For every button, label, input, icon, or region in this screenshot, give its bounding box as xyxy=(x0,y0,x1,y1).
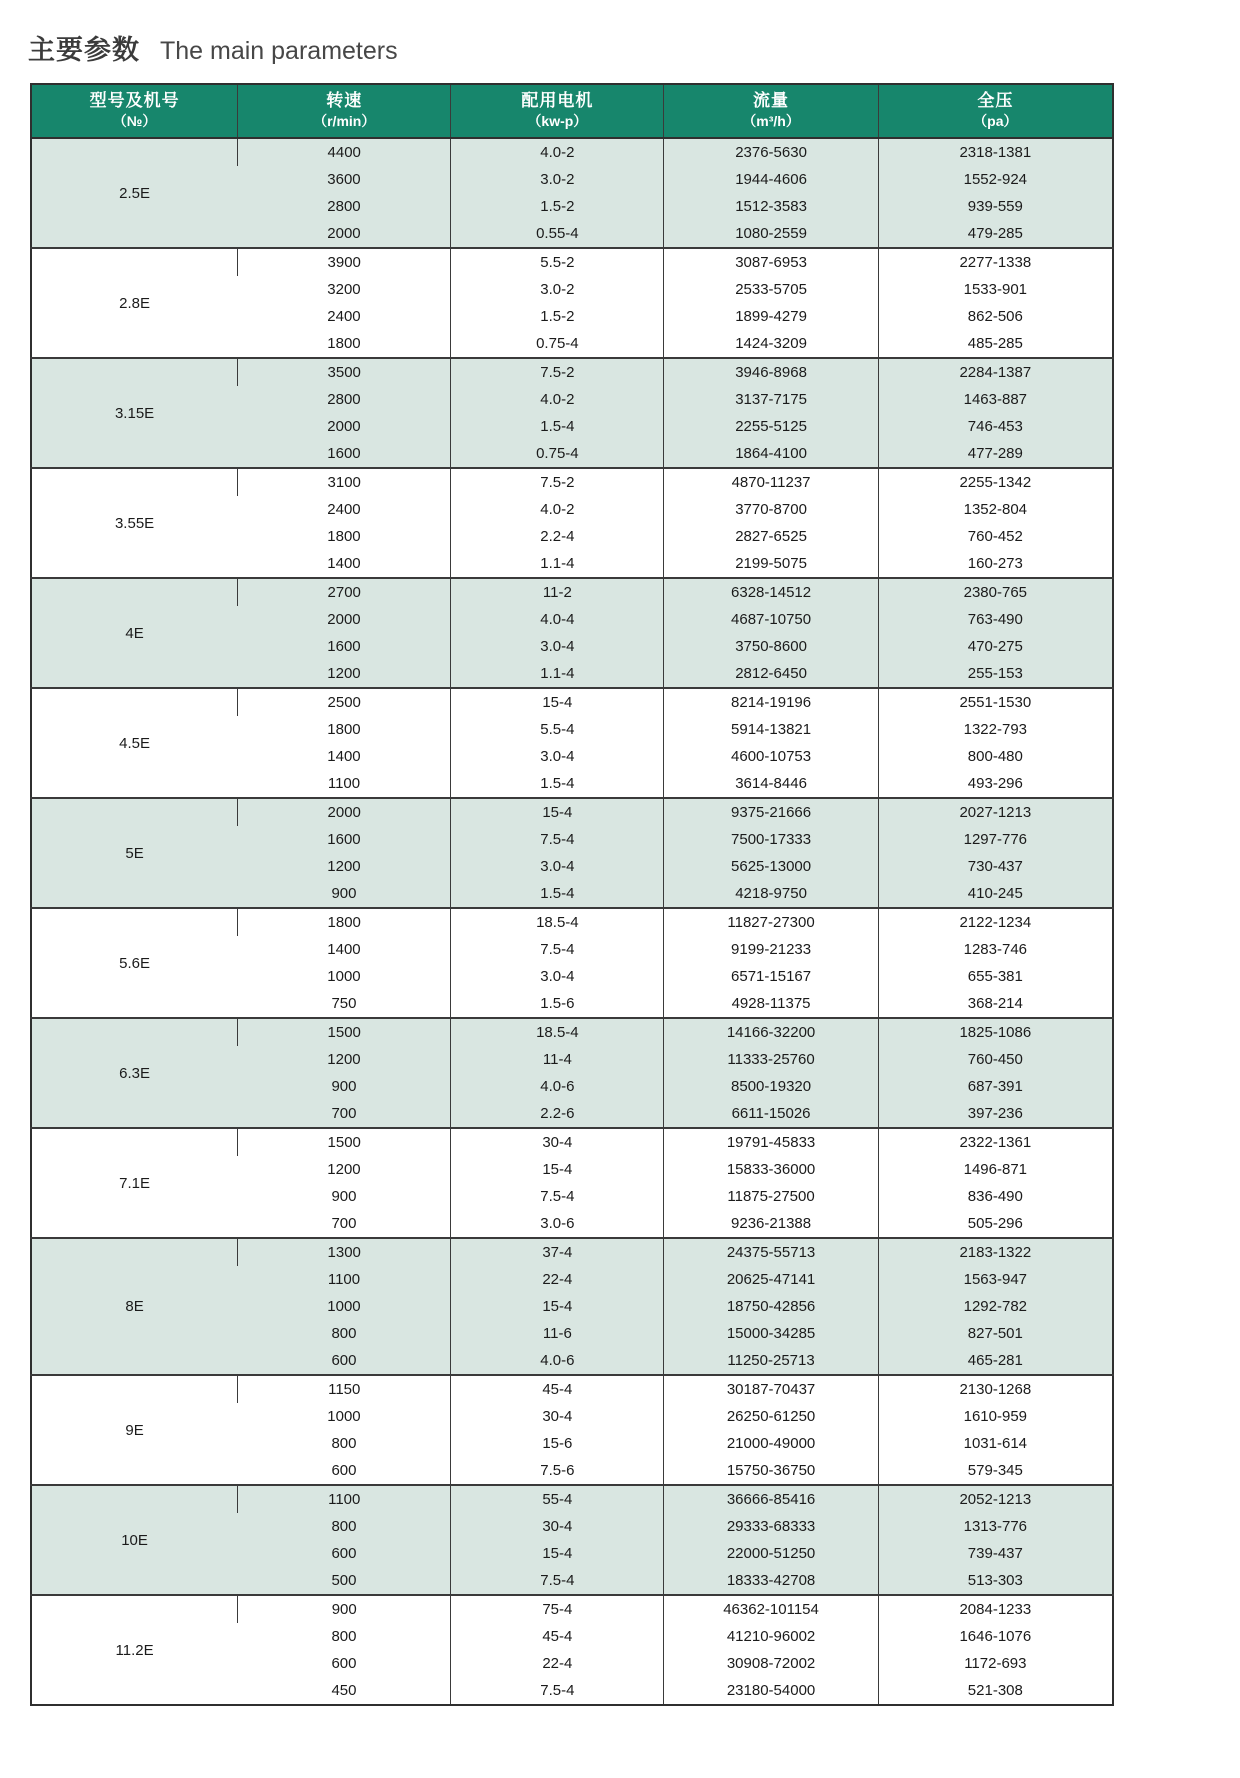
speed-cell: 700 xyxy=(238,1100,451,1128)
table-row xyxy=(31,578,1113,606)
pressure-cell: 2183-1322 xyxy=(878,1238,1113,1266)
speed-cell: 1150 xyxy=(238,1375,451,1403)
motor-cell: 2.2-4 xyxy=(451,523,664,550)
flow-cell: 26250-61250 xyxy=(664,1403,878,1430)
pressure-cell: 2551-1530 xyxy=(878,688,1113,716)
flow-cell: 7500-17333 xyxy=(664,826,878,853)
flow-cell: 1864-4100 xyxy=(664,440,878,468)
pressure-cell: 1352-804 xyxy=(878,496,1113,523)
flow-cell: 4928-11375 xyxy=(664,990,878,1018)
motor-cell: 1.1-4 xyxy=(451,660,664,688)
pressure-cell: 1031-614 xyxy=(878,1430,1113,1457)
speed-cell: 3500 xyxy=(238,358,451,386)
motor-cell: 4.0-2 xyxy=(451,138,664,166)
flow-cell: 30908-72002 xyxy=(664,1650,878,1677)
motor-cell: 1.5-4 xyxy=(451,413,664,440)
speed-cell: 1000 xyxy=(238,963,451,990)
flow-cell: 6611-15026 xyxy=(664,1100,878,1128)
speed-cell: 1100 xyxy=(238,1485,451,1513)
motor-cell: 7.5-4 xyxy=(451,936,664,963)
motor-cell: 4.0-6 xyxy=(451,1347,664,1375)
flow-cell: 15000-34285 xyxy=(664,1320,878,1347)
pressure-cell: 521-308 xyxy=(878,1677,1113,1705)
speed-cell: 2000 xyxy=(238,413,451,440)
motor-cell: 11-2 xyxy=(451,578,664,606)
column-header-motor xyxy=(451,84,664,138)
flow-cell: 18750-42856 xyxy=(664,1293,878,1320)
pressure-cell: 1496-871 xyxy=(878,1156,1113,1183)
flow-cell: 4218-9750 xyxy=(664,880,878,908)
pressure-cell: 2277-1338 xyxy=(878,248,1113,276)
flow-cell: 8500-19320 xyxy=(664,1073,878,1100)
column-header-model-label: 型号及机号 xyxy=(89,91,180,110)
speed-cell: 1600 xyxy=(238,826,451,853)
speed-cell: 1100 xyxy=(238,1266,451,1293)
table-row xyxy=(31,1595,1113,1623)
motor-cell: 4.0-6 xyxy=(451,1073,664,1100)
speed-cell: 900 xyxy=(238,1595,451,1623)
motor-cell: 3.0-4 xyxy=(451,853,664,880)
model-cell: 8E xyxy=(31,1238,238,1375)
pressure-cell: 827-501 xyxy=(878,1320,1113,1347)
pressure-cell: 513-303 xyxy=(878,1567,1113,1595)
page-title-zh: 主要参数 xyxy=(28,35,140,65)
pressure-cell: 1172-693 xyxy=(878,1650,1113,1677)
speed-cell: 2000 xyxy=(238,606,451,633)
speed-cell: 2400 xyxy=(238,496,451,523)
model-cell: 5E xyxy=(31,798,238,908)
motor-cell: 3.0-6 xyxy=(451,1210,664,1238)
pressure-cell: 479-285 xyxy=(878,220,1113,248)
column-header-pressure-label: 全压 xyxy=(977,91,1014,110)
model-cell: 10E xyxy=(31,1485,238,1595)
speed-cell: 2500 xyxy=(238,688,451,716)
column-header-pressure xyxy=(878,84,1113,138)
motor-cell: 37-4 xyxy=(451,1238,664,1266)
model-cell: 6.3E xyxy=(31,1018,238,1128)
column-header-motor-unit: （kw-p） xyxy=(527,113,588,129)
pressure-cell: 1322-793 xyxy=(878,716,1113,743)
speed-cell: 600 xyxy=(238,1650,451,1677)
flow-cell: 9236-21388 xyxy=(664,1210,878,1238)
flow-cell: 19791-45833 xyxy=(664,1128,878,1156)
pressure-cell: 2122-1234 xyxy=(878,908,1113,936)
model-cell: 3.15E xyxy=(31,358,238,468)
pressure-cell: 655-381 xyxy=(878,963,1113,990)
speed-cell: 750 xyxy=(238,990,451,1018)
speed-cell: 3200 xyxy=(238,276,451,303)
table-row xyxy=(31,1238,1113,1266)
table-row xyxy=(31,1018,1113,1046)
speed-cell: 900 xyxy=(238,1073,451,1100)
pressure-cell: 465-281 xyxy=(878,1347,1113,1375)
speed-cell: 1400 xyxy=(238,550,451,578)
motor-cell: 4.0-2 xyxy=(451,386,664,413)
flow-cell: 11333-25760 xyxy=(664,1046,878,1073)
table-row xyxy=(31,798,1113,826)
pressure-cell: 1292-782 xyxy=(878,1293,1113,1320)
flow-cell: 4687-10750 xyxy=(664,606,878,633)
flow-cell: 2199-5075 xyxy=(664,550,878,578)
motor-cell: 11-6 xyxy=(451,1320,664,1347)
speed-cell: 800 xyxy=(238,1623,451,1650)
pressure-cell: 1283-746 xyxy=(878,936,1113,963)
table-row xyxy=(31,908,1113,936)
speed-cell: 2000 xyxy=(238,798,451,826)
model-cell: 9E xyxy=(31,1375,238,1485)
flow-cell: 2812-6450 xyxy=(664,660,878,688)
motor-cell: 18.5-4 xyxy=(451,1018,664,1046)
table-row xyxy=(31,1128,1113,1156)
flow-cell: 3614-8446 xyxy=(664,770,878,798)
flow-cell: 23180-54000 xyxy=(664,1677,878,1705)
flow-cell: 1944-4606 xyxy=(664,166,878,193)
pressure-cell: 397-236 xyxy=(878,1100,1113,1128)
flow-cell: 3946-8968 xyxy=(664,358,878,386)
pressure-cell: 1563-947 xyxy=(878,1266,1113,1293)
flow-cell: 30187-70437 xyxy=(664,1375,878,1403)
speed-cell: 800 xyxy=(238,1513,451,1540)
flow-cell: 1424-3209 xyxy=(664,330,878,358)
motor-cell: 7.5-4 xyxy=(451,826,664,853)
pressure-cell: 2027-1213 xyxy=(878,798,1113,826)
table-header-row xyxy=(31,84,1113,138)
column-header-speed xyxy=(238,84,451,138)
motor-cell: 1.1-4 xyxy=(451,550,664,578)
motor-cell: 7.5-2 xyxy=(451,468,664,496)
pressure-cell: 836-490 xyxy=(878,1183,1113,1210)
table-row xyxy=(31,138,1113,166)
pressure-cell: 1552-924 xyxy=(878,166,1113,193)
flow-cell: 24375-55713 xyxy=(664,1238,878,1266)
motor-cell: 5.5-4 xyxy=(451,716,664,743)
column-header-flow-unit: （m³/h） xyxy=(742,113,800,129)
pressure-cell: 2255-1342 xyxy=(878,468,1113,496)
flow-cell: 3770-8700 xyxy=(664,496,878,523)
pressure-cell: 477-289 xyxy=(878,440,1113,468)
flow-cell: 11875-27500 xyxy=(664,1183,878,1210)
flow-cell: 1080-2559 xyxy=(664,220,878,248)
pressure-cell: 1463-887 xyxy=(878,386,1113,413)
pressure-cell: 687-391 xyxy=(878,1073,1113,1100)
motor-cell: 3.0-4 xyxy=(451,743,664,770)
speed-cell: 1800 xyxy=(238,330,451,358)
speed-cell: 2700 xyxy=(238,578,451,606)
column-header-speed-label: 转速 xyxy=(326,91,363,110)
flow-cell: 29333-68333 xyxy=(664,1513,878,1540)
pressure-cell: 2130-1268 xyxy=(878,1375,1113,1403)
pressure-cell: 160-273 xyxy=(878,550,1113,578)
speed-cell: 2800 xyxy=(238,386,451,413)
motor-cell: 45-4 xyxy=(451,1623,664,1650)
flow-cell: 6571-15167 xyxy=(664,963,878,990)
pressure-cell: 255-153 xyxy=(878,660,1113,688)
page-title-en: The main parameters xyxy=(160,37,398,65)
pressure-cell: 746-453 xyxy=(878,413,1113,440)
flow-cell: 11827-27300 xyxy=(664,908,878,936)
parameters-table xyxy=(30,83,1114,1706)
speed-cell: 1400 xyxy=(238,743,451,770)
pressure-cell: 739-437 xyxy=(878,1540,1113,1567)
table-row xyxy=(31,688,1113,716)
flow-cell: 8214-19196 xyxy=(664,688,878,716)
speed-cell: 1200 xyxy=(238,660,451,688)
flow-cell: 4600-10753 xyxy=(664,743,878,770)
motor-cell: 0.75-4 xyxy=(451,330,664,358)
pressure-cell: 800-480 xyxy=(878,743,1113,770)
speed-cell: 1300 xyxy=(238,1238,451,1266)
flow-cell: 3750-8600 xyxy=(664,633,878,660)
pressure-cell: 2084-1233 xyxy=(878,1595,1113,1623)
table-row xyxy=(31,468,1113,496)
pressure-cell: 579-345 xyxy=(878,1457,1113,1485)
flow-cell: 5914-13821 xyxy=(664,716,878,743)
pressure-cell: 1313-776 xyxy=(878,1513,1113,1540)
page-title xyxy=(28,28,1240,67)
motor-cell: 3.0-4 xyxy=(451,633,664,660)
speed-cell: 3100 xyxy=(238,468,451,496)
model-cell: 7.1E xyxy=(31,1128,238,1238)
flow-cell: 9199-21233 xyxy=(664,936,878,963)
pressure-cell: 2380-765 xyxy=(878,578,1113,606)
model-cell: 3.55E xyxy=(31,468,238,578)
column-header-pressure-unit: （pa） xyxy=(973,113,1018,129)
speed-cell: 1600 xyxy=(238,440,451,468)
flow-cell: 36666-85416 xyxy=(664,1485,878,1513)
model-cell: 4E xyxy=(31,578,238,688)
speed-cell: 800 xyxy=(238,1320,451,1347)
motor-cell: 22-4 xyxy=(451,1266,664,1293)
flow-cell: 6328-14512 xyxy=(664,578,878,606)
speed-cell: 1200 xyxy=(238,1046,451,1073)
motor-cell: 30-4 xyxy=(451,1403,664,1430)
speed-cell: 2800 xyxy=(238,193,451,220)
flow-cell: 20625-47141 xyxy=(664,1266,878,1293)
motor-cell: 4.0-4 xyxy=(451,606,664,633)
motor-cell: 15-4 xyxy=(451,1293,664,1320)
motor-cell: 1.5-6 xyxy=(451,990,664,1018)
model-cell: 11.2E xyxy=(31,1595,238,1705)
flow-cell: 2827-6525 xyxy=(664,523,878,550)
speed-cell: 2400 xyxy=(238,303,451,330)
pressure-cell: 2318-1381 xyxy=(878,138,1113,166)
model-cell: 2.5E xyxy=(31,138,238,248)
flow-cell: 46362-101154 xyxy=(664,1595,878,1623)
flow-cell: 14166-32200 xyxy=(664,1018,878,1046)
motor-cell: 1.5-2 xyxy=(451,303,664,330)
model-cell: 5.6E xyxy=(31,908,238,1018)
speed-cell: 1400 xyxy=(238,936,451,963)
table-row xyxy=(31,358,1113,386)
pressure-cell: 368-214 xyxy=(878,990,1113,1018)
speed-cell: 1800 xyxy=(238,523,451,550)
pressure-cell: 485-285 xyxy=(878,330,1113,358)
column-header-flow-label: 流量 xyxy=(753,91,790,110)
table-row xyxy=(31,1485,1113,1513)
motor-cell: 15-4 xyxy=(451,798,664,826)
speed-cell: 600 xyxy=(238,1457,451,1485)
flow-cell: 4870-11237 xyxy=(664,468,878,496)
motor-cell: 7.5-4 xyxy=(451,1677,664,1705)
motor-cell: 18.5-4 xyxy=(451,908,664,936)
motor-cell: 22-4 xyxy=(451,1650,664,1677)
pressure-cell: 505-296 xyxy=(878,1210,1113,1238)
speed-cell: 1500 xyxy=(238,1018,451,1046)
speed-cell: 1500 xyxy=(238,1128,451,1156)
speed-cell: 1100 xyxy=(238,770,451,798)
motor-cell: 75-4 xyxy=(451,1595,664,1623)
motor-cell: 1.5-4 xyxy=(451,770,664,798)
speed-cell: 1800 xyxy=(238,716,451,743)
flow-cell: 3137-7175 xyxy=(664,386,878,413)
speed-cell: 500 xyxy=(238,1567,451,1595)
motor-cell: 1.5-2 xyxy=(451,193,664,220)
pressure-cell: 1825-1086 xyxy=(878,1018,1113,1046)
motor-cell: 3.0-2 xyxy=(451,276,664,303)
motor-cell: 3.0-4 xyxy=(451,963,664,990)
motor-cell: 15-4 xyxy=(451,688,664,716)
column-header-model-unit: （№） xyxy=(112,113,157,129)
pressure-cell: 2322-1361 xyxy=(878,1128,1113,1156)
speed-cell: 2000 xyxy=(238,220,451,248)
pressure-cell: 1646-1076 xyxy=(878,1623,1113,1650)
model-cell: 2.8E xyxy=(31,248,238,358)
motor-cell: 3.0-2 xyxy=(451,166,664,193)
column-header-flow xyxy=(664,84,878,138)
pressure-cell: 410-245 xyxy=(878,880,1113,908)
pressure-cell: 760-450 xyxy=(878,1046,1113,1073)
motor-cell: 45-4 xyxy=(451,1375,664,1403)
pressure-cell: 1610-959 xyxy=(878,1403,1113,1430)
motor-cell: 2.2-6 xyxy=(451,1100,664,1128)
pressure-cell: 1297-776 xyxy=(878,826,1113,853)
motor-cell: 7.5-6 xyxy=(451,1457,664,1485)
flow-cell: 18333-42708 xyxy=(664,1567,878,1595)
speed-cell: 900 xyxy=(238,1183,451,1210)
speed-cell: 900 xyxy=(238,880,451,908)
pressure-cell: 730-437 xyxy=(878,853,1113,880)
pressure-cell: 2284-1387 xyxy=(878,358,1113,386)
flow-cell: 41210-96002 xyxy=(664,1623,878,1650)
speed-cell: 1200 xyxy=(238,1156,451,1183)
motor-cell: 1.5-4 xyxy=(451,880,664,908)
table-header xyxy=(31,84,1113,138)
flow-cell: 1899-4279 xyxy=(664,303,878,330)
flow-cell: 11250-25713 xyxy=(664,1347,878,1375)
flow-cell: 21000-49000 xyxy=(664,1430,878,1457)
speed-cell: 700 xyxy=(238,1210,451,1238)
motor-cell: 15-4 xyxy=(451,1540,664,1567)
motor-cell: 7.5-2 xyxy=(451,358,664,386)
speed-cell: 1200 xyxy=(238,853,451,880)
flow-cell: 15750-36750 xyxy=(664,1457,878,1485)
flow-cell: 2533-5705 xyxy=(664,276,878,303)
pressure-cell: 763-490 xyxy=(878,606,1113,633)
motor-cell: 0.55-4 xyxy=(451,220,664,248)
speed-cell: 1000 xyxy=(238,1293,451,1320)
motor-cell: 7.5-4 xyxy=(451,1183,664,1210)
column-header-model xyxy=(31,84,238,138)
motor-cell: 0.75-4 xyxy=(451,440,664,468)
model-cell: 4.5E xyxy=(31,688,238,798)
table-row xyxy=(31,248,1113,276)
speed-cell: 1800 xyxy=(238,908,451,936)
flow-cell: 5625-13000 xyxy=(664,853,878,880)
speed-cell: 1600 xyxy=(238,633,451,660)
flow-cell: 2255-5125 xyxy=(664,413,878,440)
table-row xyxy=(31,1375,1113,1403)
flow-cell: 2376-5630 xyxy=(664,138,878,166)
pressure-cell: 470-275 xyxy=(878,633,1113,660)
speed-cell: 600 xyxy=(238,1540,451,1567)
pressure-cell: 862-506 xyxy=(878,303,1113,330)
flow-cell: 22000-51250 xyxy=(664,1540,878,1567)
speed-cell: 450 xyxy=(238,1677,451,1705)
motor-cell: 5.5-2 xyxy=(451,248,664,276)
column-header-speed-unit: （r/min） xyxy=(313,113,376,129)
motor-cell: 7.5-4 xyxy=(451,1567,664,1595)
pressure-cell: 1533-901 xyxy=(878,276,1113,303)
motor-cell: 11-4 xyxy=(451,1046,664,1073)
speed-cell: 4400 xyxy=(238,138,451,166)
speed-cell: 1000 xyxy=(238,1403,451,1430)
pressure-cell: 2052-1213 xyxy=(878,1485,1113,1513)
flow-cell: 15833-36000 xyxy=(664,1156,878,1183)
speed-cell: 3600 xyxy=(238,166,451,193)
column-header-motor-label: 配用电机 xyxy=(521,91,594,110)
motor-cell: 30-4 xyxy=(451,1513,664,1540)
pressure-cell: 493-296 xyxy=(878,770,1113,798)
pressure-cell: 939-559 xyxy=(878,193,1113,220)
motor-cell: 30-4 xyxy=(451,1128,664,1156)
pressure-cell: 760-452 xyxy=(878,523,1113,550)
flow-cell: 9375-21666 xyxy=(664,798,878,826)
speed-cell: 800 xyxy=(238,1430,451,1457)
motor-cell: 15-6 xyxy=(451,1430,664,1457)
speed-cell: 3900 xyxy=(238,248,451,276)
flow-cell: 3087-6953 xyxy=(664,248,878,276)
table-body xyxy=(31,138,1113,1705)
motor-cell: 4.0-2 xyxy=(451,496,664,523)
speed-cell: 600 xyxy=(238,1347,451,1375)
flow-cell: 1512-3583 xyxy=(664,193,878,220)
motor-cell: 55-4 xyxy=(451,1485,664,1513)
motor-cell: 15-4 xyxy=(451,1156,664,1183)
